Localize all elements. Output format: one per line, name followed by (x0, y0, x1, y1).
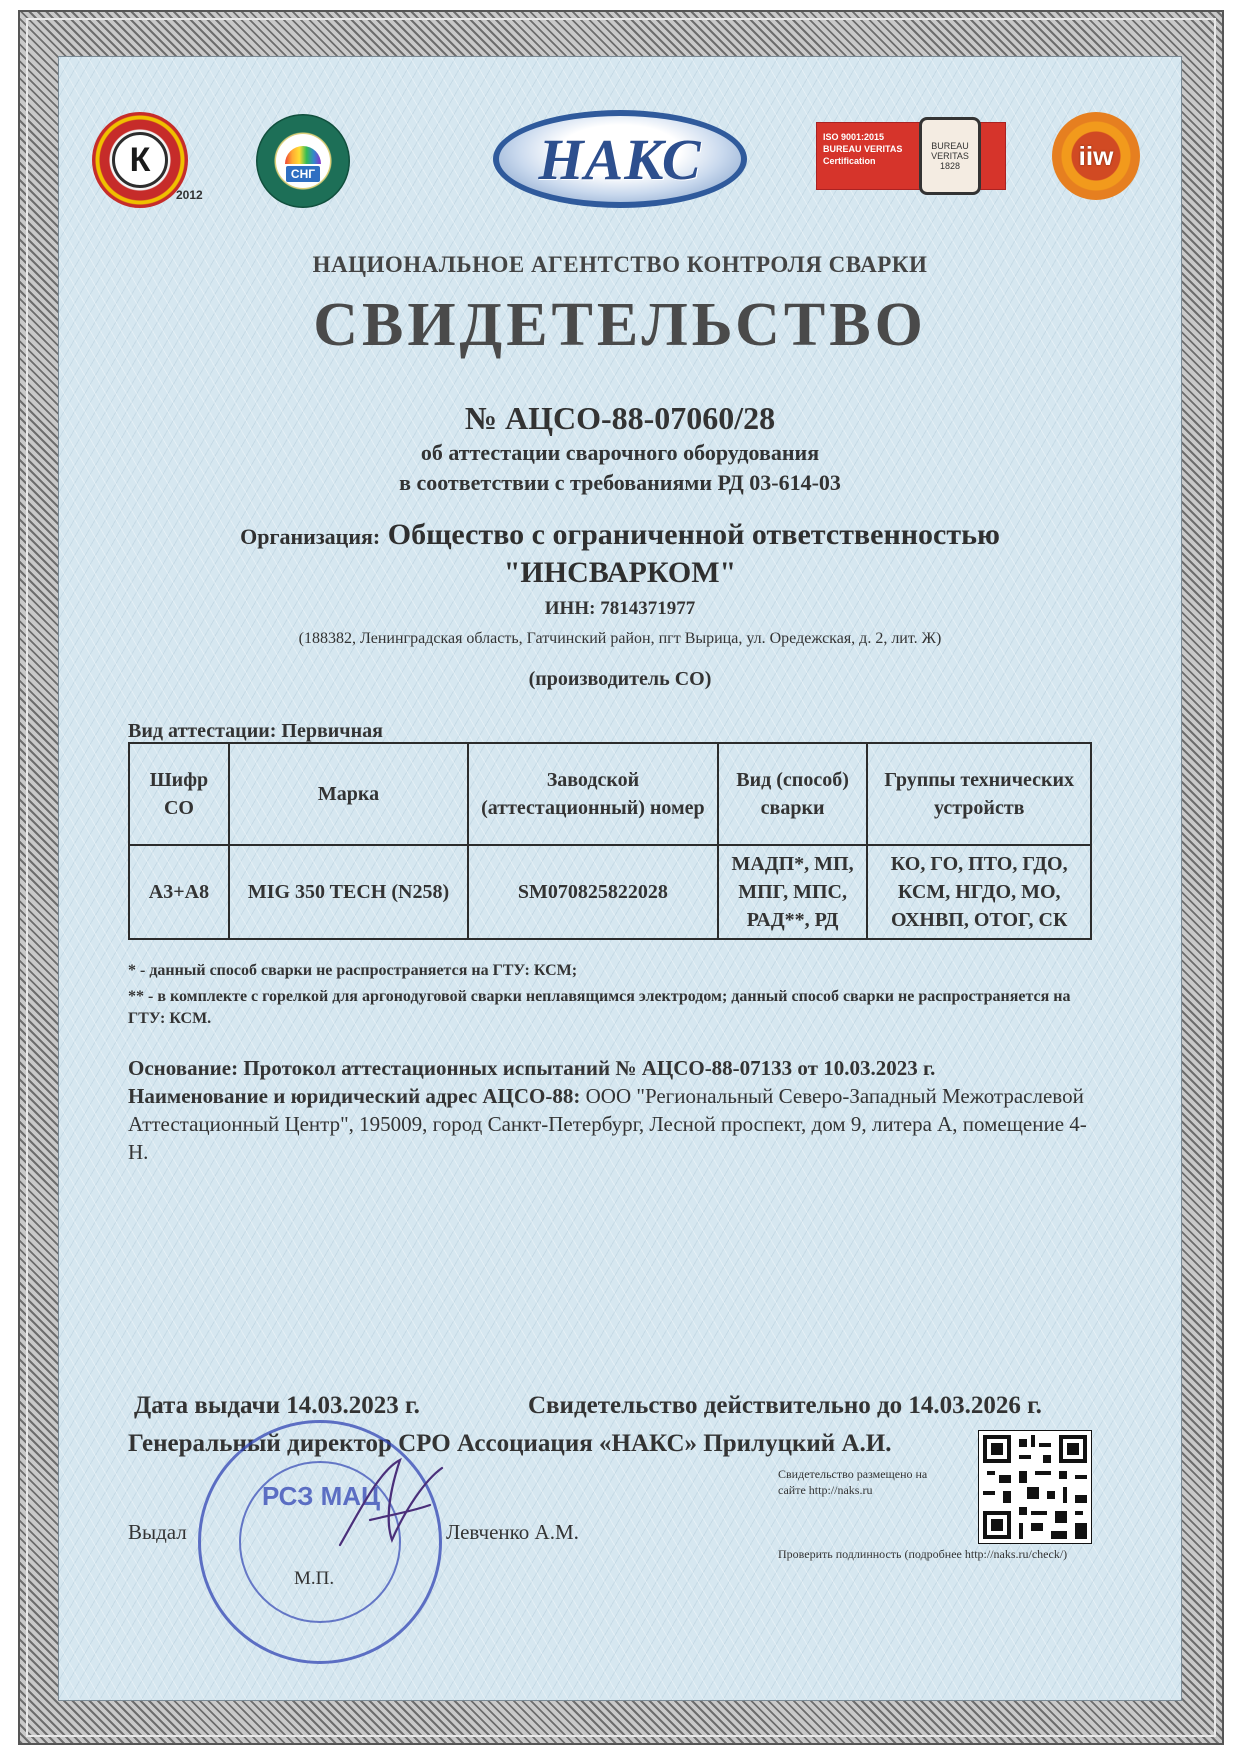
table-row (129, 845, 1091, 939)
director-line: Генеральный директор СРО Ассоциация «НАКС» Прилуцкий А.И. (128, 1430, 892, 1457)
bv-line: ISO 9001:2015 (823, 132, 885, 142)
organization-label: Организация: (240, 524, 381, 549)
organization-role: (производитель СО) (528, 668, 712, 690)
iiw-logo (1052, 112, 1140, 200)
bureau-veritas-logo (816, 122, 1006, 190)
column-header: Группы технических устройств (867, 743, 1091, 845)
qr-code-icon[interactable] (978, 1430, 1092, 1544)
organization-address: (188382, Ленинградская область, Гатчинский район, пгт Вырица, ул. Оредежская, д. 2, лит. Ж) (298, 630, 942, 647)
valid-until: Свидетельство действительно до 14.03.2026 г. (528, 1392, 1042, 1419)
sng-label: СНГ (286, 166, 320, 182)
agency-name: НАЦИОНАЛЬНОЕ АГЕНТСТВО КОНТРОЛЯ СВАРКИ (312, 252, 928, 277)
quality-award-logo (92, 112, 188, 208)
publication-note-line: Свидетельство размещено на (778, 1467, 928, 1481)
publication-note (778, 1466, 927, 1498)
iiw-logo-text: iiw (1078, 140, 1114, 171)
bv-line: Certification (823, 156, 876, 166)
table-header-row (129, 743, 1091, 845)
basis-line (128, 1054, 1088, 1082)
footnote-2: ** - в комплекте с горелкой для аргонодуговой сварки неплавящимся электродом; данный способ сварки не распространяется на ГТУ: КСМ. (128, 988, 1071, 1027)
attestation-center-label: Наименование и юридический адрес АЦСО-88: (128, 1084, 581, 1108)
naks-logo (493, 110, 747, 208)
certificate-number: № АЦСО-88-07060/28 (464, 400, 776, 436)
cell-brand: MIG 350 TECH (N258) (229, 845, 468, 939)
sng-rainbow-icon (285, 146, 321, 164)
cell-device-groups: КО, ГО, ПТО, ГДО, КСМ, НГДО, МО, ОХНВП, ОТОГ, СК (867, 845, 1091, 939)
attestation-kind: Вид аттестации: Первичная (128, 720, 383, 742)
quality-letter: К (112, 132, 168, 188)
publication-note-line: сайте http://naks.ru (778, 1483, 873, 1497)
column-header: Вид (способ) сварки (718, 743, 868, 845)
basis-label: Основание: (128, 1056, 239, 1080)
column-header: Заводской (аттестационный) номер (468, 743, 718, 845)
basis-text: Протокол аттестационных испытаний № АЦСО-88-07133 от 10.03.2023 г. (243, 1056, 936, 1080)
column-header: Марка (229, 743, 468, 845)
certificate-requirements: в соответствии с требованиями РД 03-614-03 (399, 470, 841, 495)
document-title: СВИДЕТЕЛЬСТВО (313, 291, 927, 359)
certificate-subtitle: об аттестации сварочного оборудования (420, 440, 820, 465)
bv-line: BUREAU VERITAS (823, 144, 903, 154)
organization-inn: ИНН: 7814371977 (544, 598, 696, 619)
attestation-center-text: ООО "Региональный Северо-Западный Межотраслевой Аттестационный Центр", 195009, город Санкт-Петербург, Лесной проспект, дом 9, литера А, помещение 4-Н. (128, 1084, 1087, 1164)
bv-seal-icon: BUREAU VERITAS 1828 (919, 117, 981, 195)
equipment-table (128, 742, 1092, 940)
stamp-place-label: М.П. (294, 1568, 335, 1589)
issuer-name: Левченко А.М. (446, 1520, 579, 1544)
column-header: Шифр СО (129, 743, 229, 845)
issued-by-label: Выдал (128, 1520, 187, 1544)
organization-short-name: "ИНСВАРКОМ" (503, 556, 737, 589)
stamp-center-text: РСЗ МАЦ (261, 1481, 381, 1511)
signature-icon (330, 1450, 450, 1560)
issue-date: Дата выдачи 14.03.2023 г. (134, 1392, 420, 1419)
attestation-center (128, 1082, 1088, 1166)
cell-serial: SM070825822028 (468, 845, 718, 939)
footnote-1: * - данный способ сварки не распространяется на ГТУ: КСМ; (128, 962, 578, 979)
verify-link[interactable]: Проверить подлинность (подробнее http://naks.ru/check/) (778, 1547, 1068, 1561)
organization-name: Общество с ограниченной ответственностью (387, 518, 1000, 551)
cell-welding-method: МАДП*, МП, МПГ, МПС, РАД**, РД (718, 845, 868, 939)
cell-code: А3+А8 (129, 845, 229, 939)
naks-logo-text: НАКС (538, 126, 702, 192)
sng-logo (256, 114, 350, 208)
quality-award-year: 2012 (176, 188, 203, 202)
organization-line (58, 518, 1182, 552)
